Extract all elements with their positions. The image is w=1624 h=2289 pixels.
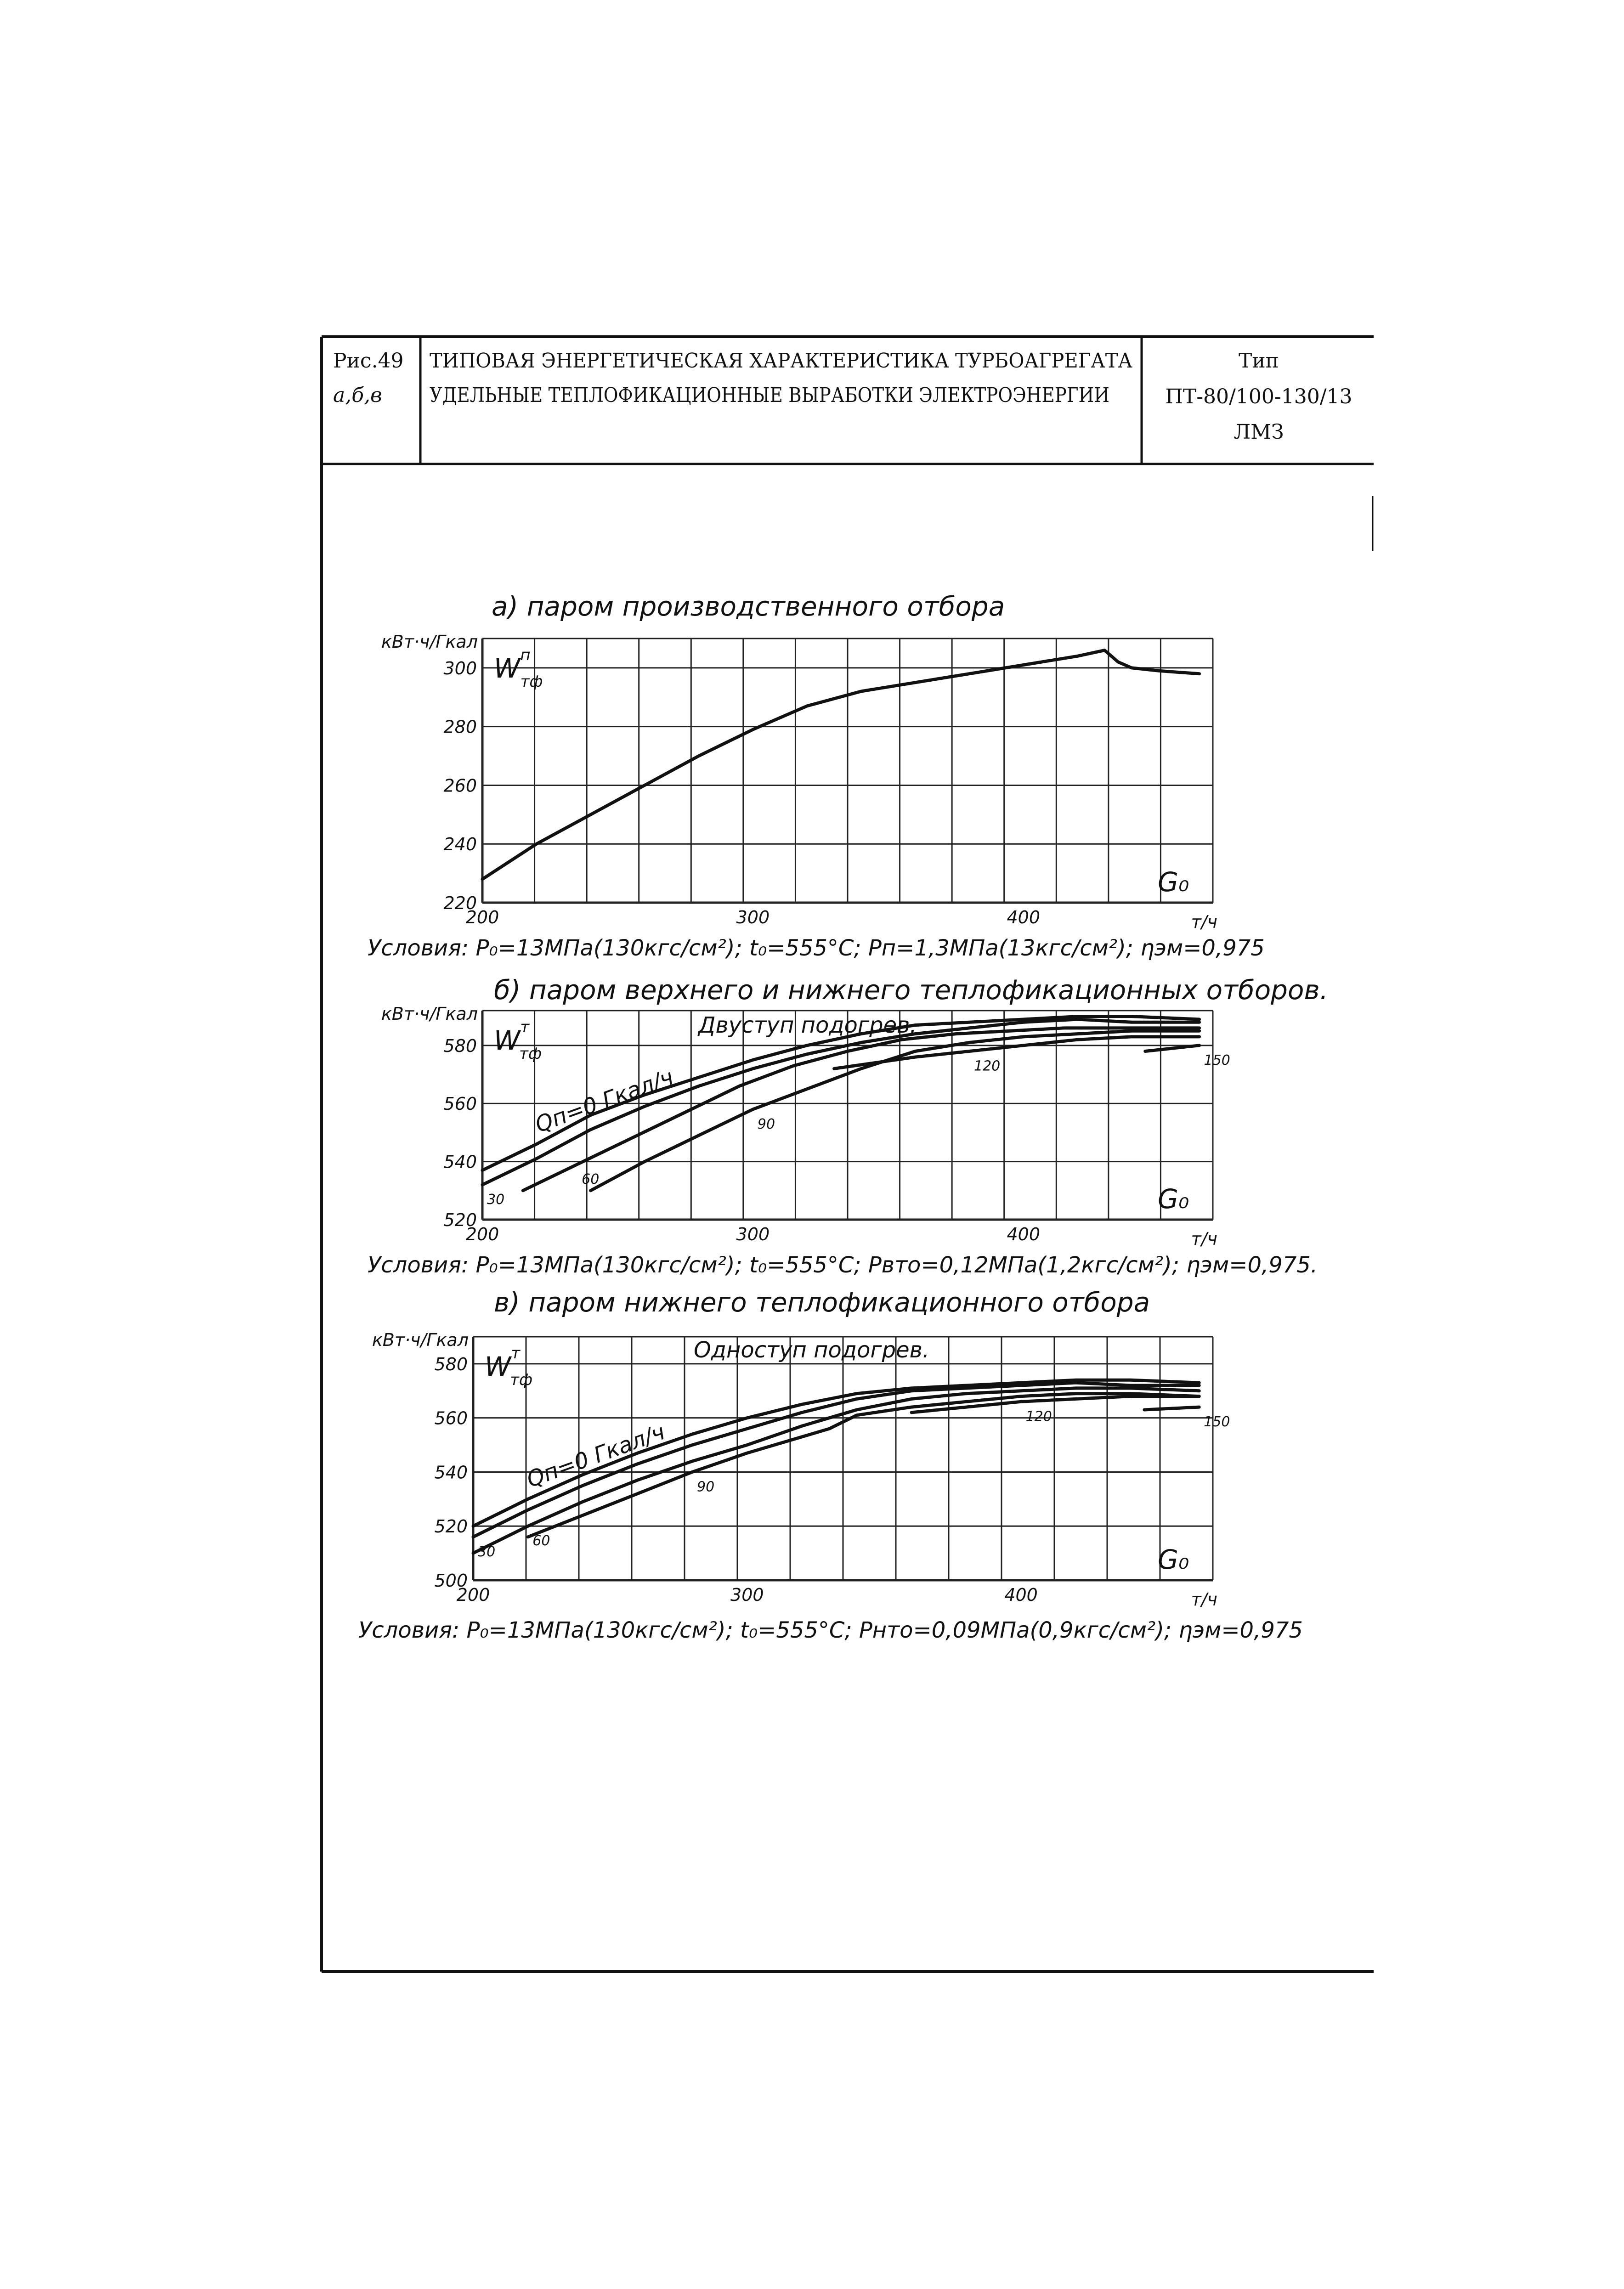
y-tick-label: 500 bbox=[434, 1571, 468, 1591]
series-label: 60 bbox=[532, 1533, 550, 1549]
series-label: Qп=0 Гкал/ч bbox=[523, 1419, 668, 1493]
chart-title: б) паром верхнего и нижнего теплофикационных отборов. bbox=[494, 974, 1329, 1006]
y-unit-label: кВт·ч/Гкал bbox=[381, 1004, 478, 1024]
series-label: 60 bbox=[582, 1171, 600, 1187]
type-maker: ЛМЗ bbox=[1234, 420, 1284, 444]
y-tick-label: 560 bbox=[434, 1408, 468, 1429]
type-label: Тип bbox=[1239, 349, 1279, 373]
x-tick-label: 200 bbox=[456, 1585, 490, 1605]
y-tick-label: 580 bbox=[443, 1035, 477, 1056]
conditions-text: Условия: P₀=13МПа(130кгс/см²); t₀=555°С; Pп=1,3МПа(13кгс/см²); ηэм=0,975 bbox=[368, 935, 1265, 961]
y-unit-label: кВт·ч/Гкал bbox=[372, 1330, 469, 1350]
y-tick-label: 520 bbox=[443, 1210, 477, 1230]
series-label: 90 bbox=[697, 1479, 715, 1495]
y-tick-label: 560 bbox=[443, 1094, 477, 1114]
y-tick-label: 540 bbox=[434, 1462, 468, 1483]
chart-annotation: Одноступ подогрев. bbox=[694, 1337, 930, 1363]
series-label: 120 bbox=[1025, 1408, 1052, 1425]
figure-parts: а,б,в bbox=[333, 384, 382, 407]
grid bbox=[482, 639, 1213, 903]
x-tick-label: 200 bbox=[465, 1224, 499, 1244]
x-tick-label: 400 bbox=[1004, 1585, 1038, 1605]
chart-annotation: Двуступ подогрев. bbox=[698, 1012, 917, 1038]
series-label: 150 bbox=[1204, 1052, 1230, 1068]
charts-container bbox=[358, 591, 1328, 1643]
x-tick-label: 300 bbox=[730, 1585, 764, 1605]
chart-1 bbox=[368, 591, 1265, 961]
y-symbol: $W^п$ тф bbox=[494, 646, 543, 691]
x-tick-label: 300 bbox=[736, 1224, 770, 1244]
conditions-text: Условия: P₀=13МПа(130кгс/см²); t₀=555°С; Pвто=0,12МПа(1,2кгс/см²); ηэм=0,975. bbox=[368, 1252, 1318, 1278]
y-tick-label: 540 bbox=[443, 1152, 477, 1172]
chart-title: в) паром нижнего теплофикационного отбора bbox=[494, 1287, 1150, 1318]
series-label: Qп=0 Гкал/ч bbox=[532, 1064, 677, 1138]
x-unit-label: т/ч bbox=[1191, 1229, 1217, 1249]
x-symbol: G₀ bbox=[1158, 866, 1189, 898]
series-line bbox=[528, 1394, 1199, 1537]
conditions-text: Условия: P₀=13МПа(130кгс/см²); t₀=555°С; Pнто=0,09МПа(0,9кгс/см²); ηэм=0,975 bbox=[358, 1617, 1303, 1643]
y-tick-label: 220 bbox=[443, 893, 477, 913]
y-tick-label: 300 bbox=[443, 658, 477, 678]
series-label: 30 bbox=[487, 1192, 505, 1208]
y-tick-label: 260 bbox=[443, 775, 477, 796]
x-tick-label: 400 bbox=[1007, 1224, 1041, 1244]
header bbox=[333, 349, 1352, 444]
series-label: 150 bbox=[1204, 1414, 1230, 1430]
x-unit-label: т/ч bbox=[1191, 912, 1217, 932]
series-line bbox=[523, 1028, 1199, 1191]
y-tick-label: 580 bbox=[434, 1354, 468, 1374]
type-model: ПТ-80/100-130/13 bbox=[1165, 385, 1352, 408]
x-tick-label: 400 bbox=[1007, 907, 1041, 927]
y-tick-label: 520 bbox=[434, 1516, 468, 1537]
title-line-2: УДЕЛЬНЫЕ ТЕПЛОФИКАЦИОННЫЕ ВЫРАБОТКИ ЭЛЕКТРОЭНЕРГИИ bbox=[430, 384, 1109, 407]
chart-2 bbox=[368, 974, 1328, 1278]
y-symbol: $W^т$ тф bbox=[485, 1344, 533, 1389]
chart-3 bbox=[358, 1287, 1303, 1643]
series-line bbox=[1144, 1407, 1199, 1410]
series-line bbox=[1145, 1046, 1200, 1051]
series-label: 30 bbox=[478, 1543, 496, 1560]
series-line bbox=[482, 650, 1200, 879]
chart-title: а) паром производственного отбора bbox=[492, 591, 1005, 622]
title-line-1: ТИПОВАЯ ЭНЕРГЕТИЧЕСКАЯ ХАРАКТЕРИСТИКА ТУРБОАГРЕГАТА bbox=[430, 349, 1132, 373]
x-tick-label: 200 bbox=[465, 907, 499, 927]
x-symbol: G₀ bbox=[1158, 1544, 1189, 1575]
series-label: 90 bbox=[757, 1116, 775, 1132]
series-label: 120 bbox=[974, 1058, 1001, 1074]
x-symbol: G₀ bbox=[1158, 1183, 1189, 1215]
y-symbol: $W^т$ тф bbox=[494, 1018, 542, 1063]
x-unit-label: т/ч bbox=[1191, 1589, 1217, 1610]
x-tick-label: 300 bbox=[736, 907, 770, 927]
y-unit-label: кВт·ч/Гкал bbox=[381, 632, 478, 652]
y-tick-label: 280 bbox=[443, 717, 477, 737]
figure-number: Рис.49 bbox=[333, 349, 404, 373]
y-tick-label: 240 bbox=[443, 834, 477, 855]
